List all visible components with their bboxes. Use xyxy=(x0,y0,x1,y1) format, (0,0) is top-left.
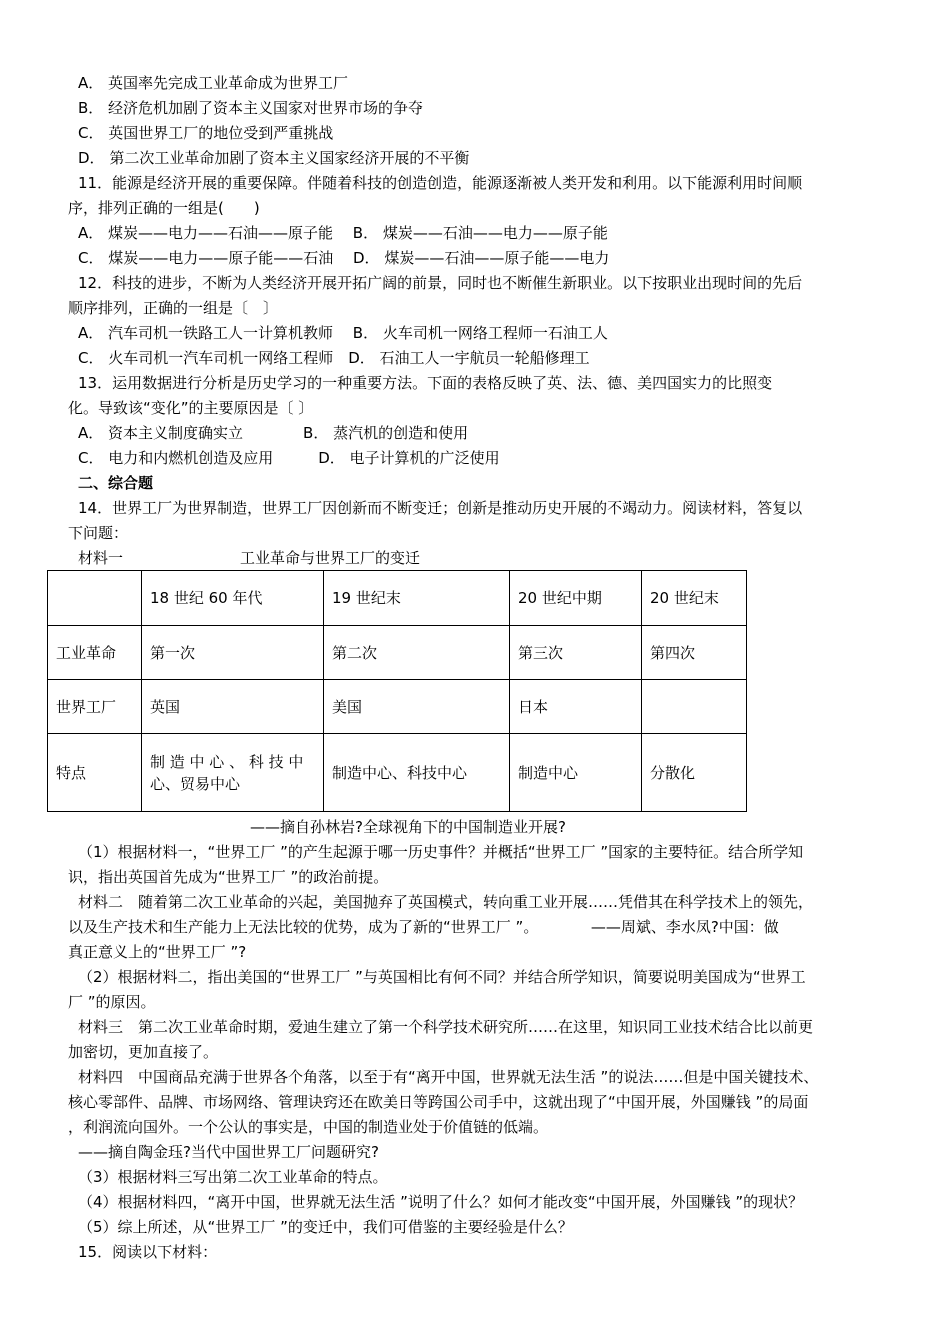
industrial-revolution-table xyxy=(47,570,747,812)
material4-source: ——摘自陶金珏?当代中国世界工厂问题研究? xyxy=(78,1143,379,1161)
sub-question-1-cont: 识，指出英国首先成为“世界工厂 ”的政治前提。 xyxy=(68,868,389,886)
table-cell: 第四次 xyxy=(642,626,747,680)
material4: 材料四 中国商品充满于世界各个角落，以至于有“离开中国，世界就无法生活 ”的说法……但是中国关键技术、 xyxy=(78,1068,819,1086)
q12-stem-cont: 顺序排列，正确的一组是〔 〕 xyxy=(68,299,279,317)
q13-options-ab: A． 资本主义制度确实立 B． 蒸汽机的创造和使用 xyxy=(78,424,469,442)
q10-option-d: D． 第二次工业革命加剧了资本主义国家经济开展的不平衡 xyxy=(78,149,470,167)
q11-stem: 11．能源是经济开展的重要保障。伴随着科技的创造创造，能源逐渐被人类开发和利用。以下能源利用时间顺 xyxy=(78,174,803,192)
table-cell: 制 造 中 心 、 科 技 中 心、贸易中心 xyxy=(142,734,324,812)
sub-question-1: （1）根据材料一，“世界工厂 ”的产生起源于哪一历史事件？并概括“世界工厂 ”国家的主要特征。结合所学知 xyxy=(78,843,804,861)
table-row xyxy=(48,734,747,812)
table-cell: 制造中心、科技中心 xyxy=(324,734,510,812)
table-cell: 特点 xyxy=(48,734,142,812)
q13-options-cd: C． 电力和内燃机创造及应用 D． 电子计算机的广泛使用 xyxy=(78,449,500,467)
material2-cont2: 真正意义上的“世界工厂 ”? xyxy=(68,943,247,961)
q14-stem-cont: 下问题： xyxy=(68,524,129,542)
table-cell xyxy=(642,680,747,734)
table-cell: 美国 xyxy=(324,680,510,734)
table-cell: 第一次 xyxy=(142,626,324,680)
q12-options-ab: A． 汽车司机一铁路工人一计算机教师 B． 火车司机一网络工程师一石油工人 xyxy=(78,324,608,342)
material4-cont: 核心零部件、品牌、市场网络、管理诀窍还在欧美日等跨国公司手中，这就出现了“中国开展，外国赚钱 ”的局面 xyxy=(68,1093,809,1111)
q11-stem-cont: 序，排列正确的一组是( ) xyxy=(68,199,260,217)
q12-options-cd: C． 火车司机一汽车司机一网络工程师 D． 石油工人一宇航员一轮船修理工 xyxy=(78,349,590,367)
table-cell: 制造中心 xyxy=(510,734,642,812)
table-cell: 日本 xyxy=(510,680,642,734)
table-cell: 工业革命 xyxy=(48,626,142,680)
material1-label: 材料一 xyxy=(78,549,124,567)
material1-title: 工业革命与世界工厂的变迁 xyxy=(240,549,421,567)
material4-cont2: ，利润流向国外。一个公认的事实是，中国的制造业处于价值链的低端。 xyxy=(68,1118,549,1136)
table-cell: 20 世纪末 xyxy=(642,571,747,626)
sub-question-3: （3）根据材料三写出第二次工业革命的特点。 xyxy=(78,1168,388,1186)
sub-question-2-cont: 厂 ”的原因。 xyxy=(68,993,156,1011)
q14-stem: 14．世界工厂为世界制造，世界工厂因创新而不断变迁；创新是推动历史开展的不竭动力。阅读材料，答复以 xyxy=(78,499,803,517)
table-cell: 分散化 xyxy=(642,734,747,812)
q11-options-cd: C． 煤炭——电力——原子能——石油 D． 煤炭——石油——原子能——电力 xyxy=(78,249,610,267)
q13-stem-cont: 化。导致该“变化”的主要原因是〔 〕 xyxy=(68,399,314,417)
table-cell: 世界工厂 xyxy=(48,680,142,734)
table-row xyxy=(48,680,747,734)
table-cell xyxy=(48,571,142,626)
q13-stem: 13．运用数据进行分析是历史学习的一种重要方法。下面的表格反映了英、法、德、美四国实力的比照变 xyxy=(78,374,773,392)
sub-question-4: （4）根据材料四，“离开中国，世界就无法生活 ”说明了什么？如何才能改变“中国开展，外国赚钱 ”的现状？ xyxy=(78,1193,804,1211)
q10-option-c: C． 英国世界工厂的地位受到严重挑战 xyxy=(78,124,334,142)
material2-cont: 以及生产技术和生产能力上无法比较的优势，成为了新的“世界工厂 ”。 ——周斌、李水凤?中国：做 xyxy=(68,918,779,936)
section-heading: 二、综合题 xyxy=(78,474,154,492)
material2: 材料二 随着第二次工业革命的兴起，美国抛弃了英国模式，转向重工业开展……凭借其在科学技术上的领先， xyxy=(78,893,814,911)
q10-option-a: A． 英国率先完成工业革命成为世界工厂 xyxy=(78,74,349,92)
table-cell: 19 世纪末 xyxy=(324,571,510,626)
sub-question-5: （5）综上所述，从“世界工厂 ”的变迁中，我们可借鉴的主要经验是什么？ xyxy=(78,1218,573,1236)
sub-question-2: （2）根据材料二，指出美国的“世界工厂 ”与英国相比有何不同？并结合所学知识，简要说明美国成为“世界工 xyxy=(78,968,806,986)
table-row xyxy=(48,626,747,680)
q12-stem: 12．科技的进步，不断为人类经济开展开拓广阔的前景，同时也不断催生新职业。以下按职业出现时间的先后 xyxy=(78,274,803,292)
q11-options-ab: A． 煤炭——电力——石油——原子能 B． 煤炭——石油——电力——原子能 xyxy=(78,224,608,242)
material3-cont: 加密切，更加直接了。 xyxy=(68,1043,219,1061)
table-cell: 20 世纪中期 xyxy=(510,571,642,626)
q15-stem: 15．阅读以下材料： xyxy=(78,1243,218,1261)
table-cell: 第二次 xyxy=(324,626,510,680)
table-row xyxy=(48,571,747,626)
table-cell: 18 世纪 60 年代 xyxy=(142,571,324,626)
q10-option-b: B． 经济危机加剧了资本主义国家对世界市场的争夺 xyxy=(78,99,424,117)
material1-source: ——摘自孙林岩?全球视角下的中国制造业开展? xyxy=(250,818,566,836)
table-cell: 英国 xyxy=(142,680,324,734)
material3: 材料三 第二次工业革命时期，爱迪生建立了第一个科学技术研究所……在这里，知识同工业技术结合比以前更 xyxy=(78,1018,814,1036)
table-cell: 第三次 xyxy=(510,626,642,680)
